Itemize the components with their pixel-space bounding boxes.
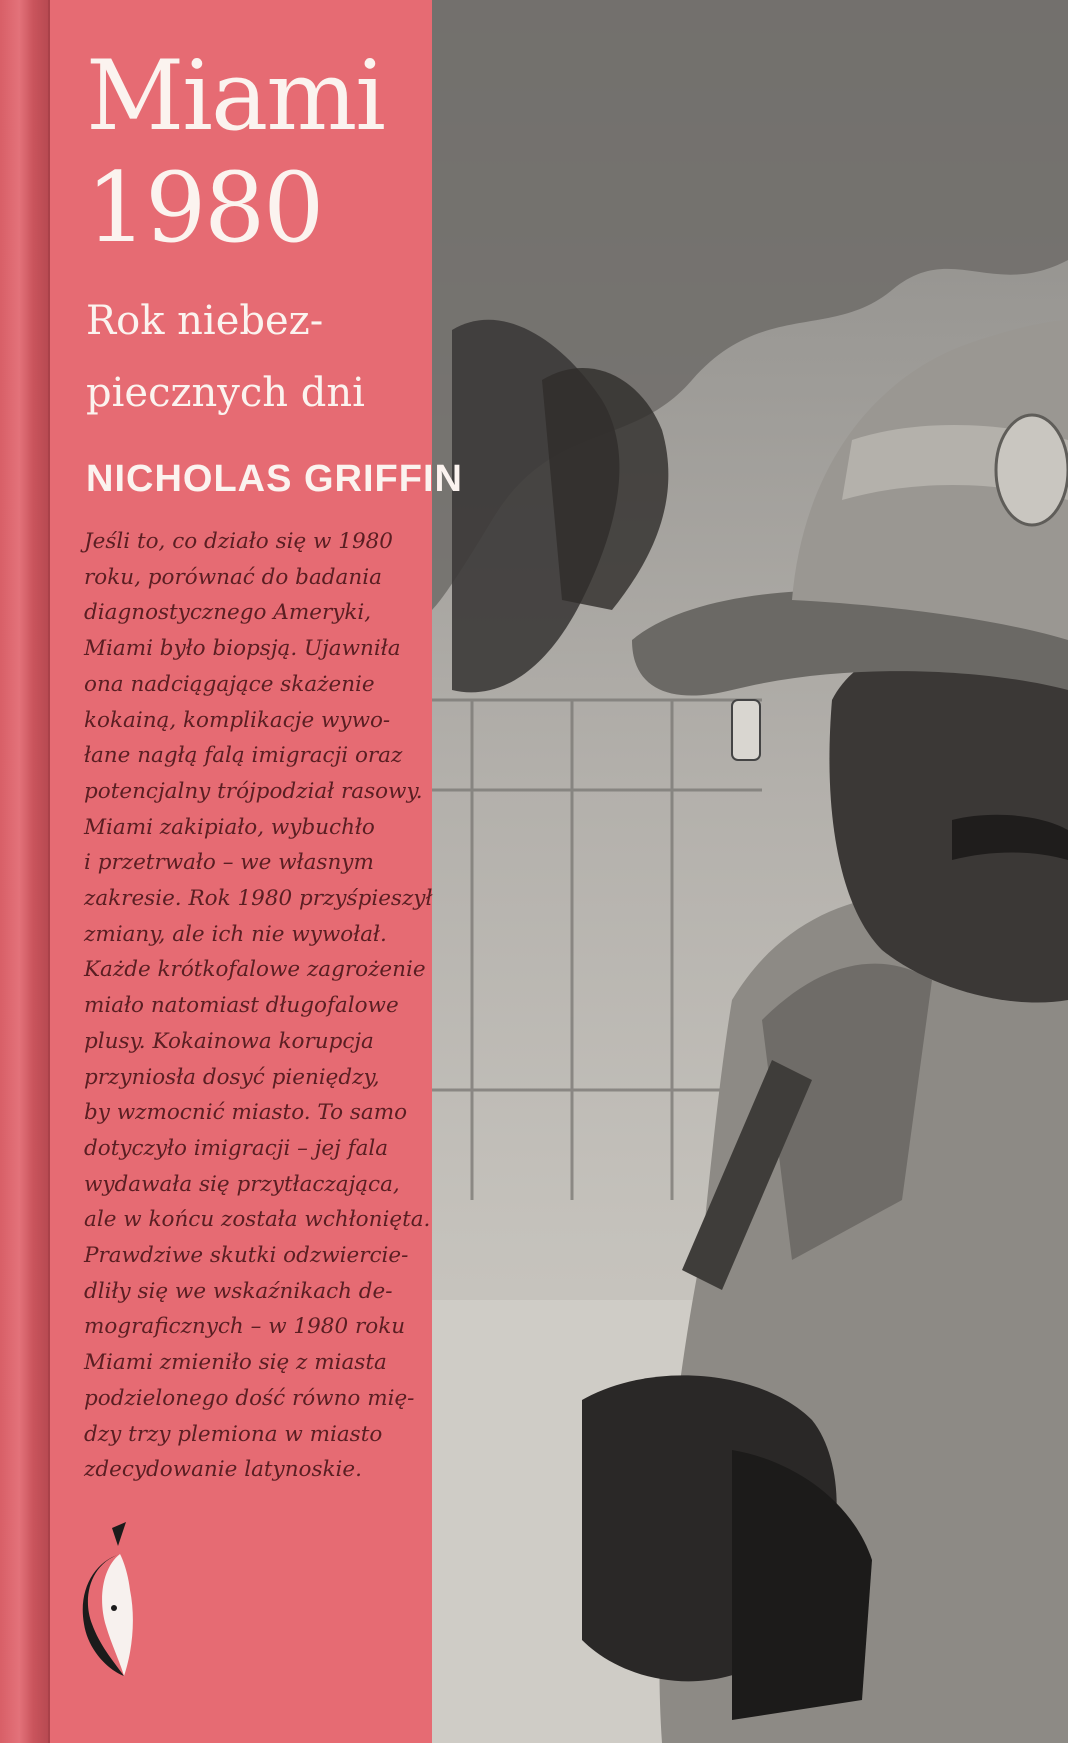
blurb-line: zdecydowanie latynoskie.	[84, 1457, 362, 1483]
blurb-line: dzy trzy plemiona w miasto	[84, 1421, 383, 1447]
blurb-line: podzielonego dość równo mię-	[84, 1385, 415, 1411]
blurb-line: Prawdziwe skutki odzwiercie-	[84, 1243, 409, 1269]
blurb-line: łane nagłą falą imigracji oraz	[84, 743, 403, 769]
book-title	[86, 40, 384, 264]
blurb-line: ale w końcu została wchłonięta.	[84, 1207, 431, 1233]
blurb-line: miało natomiast długofalowe	[84, 993, 399, 1019]
title-line: Miami	[86, 40, 384, 152]
blurb-text	[84, 524, 432, 1488]
blurb-line: Jeśli to, co działo się w 1980	[84, 529, 393, 554]
blurb-line: wydawała się przytłaczająca,	[84, 1171, 400, 1197]
book-subtitle	[86, 285, 365, 429]
subtitle-line: Rok niebez-	[86, 298, 324, 344]
blurb-line: i przetrwało – we własnym	[84, 850, 374, 876]
blurb-line: potencjalny trójpodział rasowy.	[84, 778, 423, 804]
publisher-logo-icon	[80, 1520, 140, 1680]
blurb-line: diagnostycznego Ameryki,	[84, 600, 372, 626]
blurb-line: Miami zmieniło się z miasta	[84, 1350, 387, 1376]
firefighter-photo-icon	[432, 0, 1068, 1743]
blurb-line: zakresie. Rok 1980 przyśpieszył	[84, 886, 433, 912]
spine-edge	[0, 0, 50, 1743]
blurb-line: dliły się we wskaźnikach de-	[84, 1278, 393, 1304]
title-line: 1980	[86, 152, 323, 264]
blurb-line: Miami zakipiało, wybuchło	[84, 814, 375, 840]
author-name: NICHOLAS GRIFFIN	[86, 458, 463, 500]
blurb-line: mograficznych – w 1980 roku	[84, 1314, 406, 1340]
blurb-line: by wzmocnić miasto. To samo	[84, 1100, 408, 1126]
blurb-line: Miami było biopsją. Ujawniła	[84, 636, 401, 662]
blurb-line: ona nadciągające skażenie	[84, 671, 375, 697]
blurb-line: roku, porównać do badania	[84, 564, 382, 590]
blurb-line: dotyczyło imigracji – jej fala	[84, 1135, 389, 1161]
subtitle-line: piecznych dni	[86, 370, 365, 416]
blurb-line: przyniosła dosyć pieniędzy,	[84, 1064, 380, 1090]
blurb-line: plusy. Kokainowa korupcja	[84, 1028, 374, 1054]
blurb-line: zmiany, ale ich nie wywołał.	[84, 921, 387, 947]
blurb-line: kokainą, komplikacje wywo-	[84, 707, 391, 733]
blurb-line: Każde krótkofalowe zagrożenie	[84, 957, 426, 983]
